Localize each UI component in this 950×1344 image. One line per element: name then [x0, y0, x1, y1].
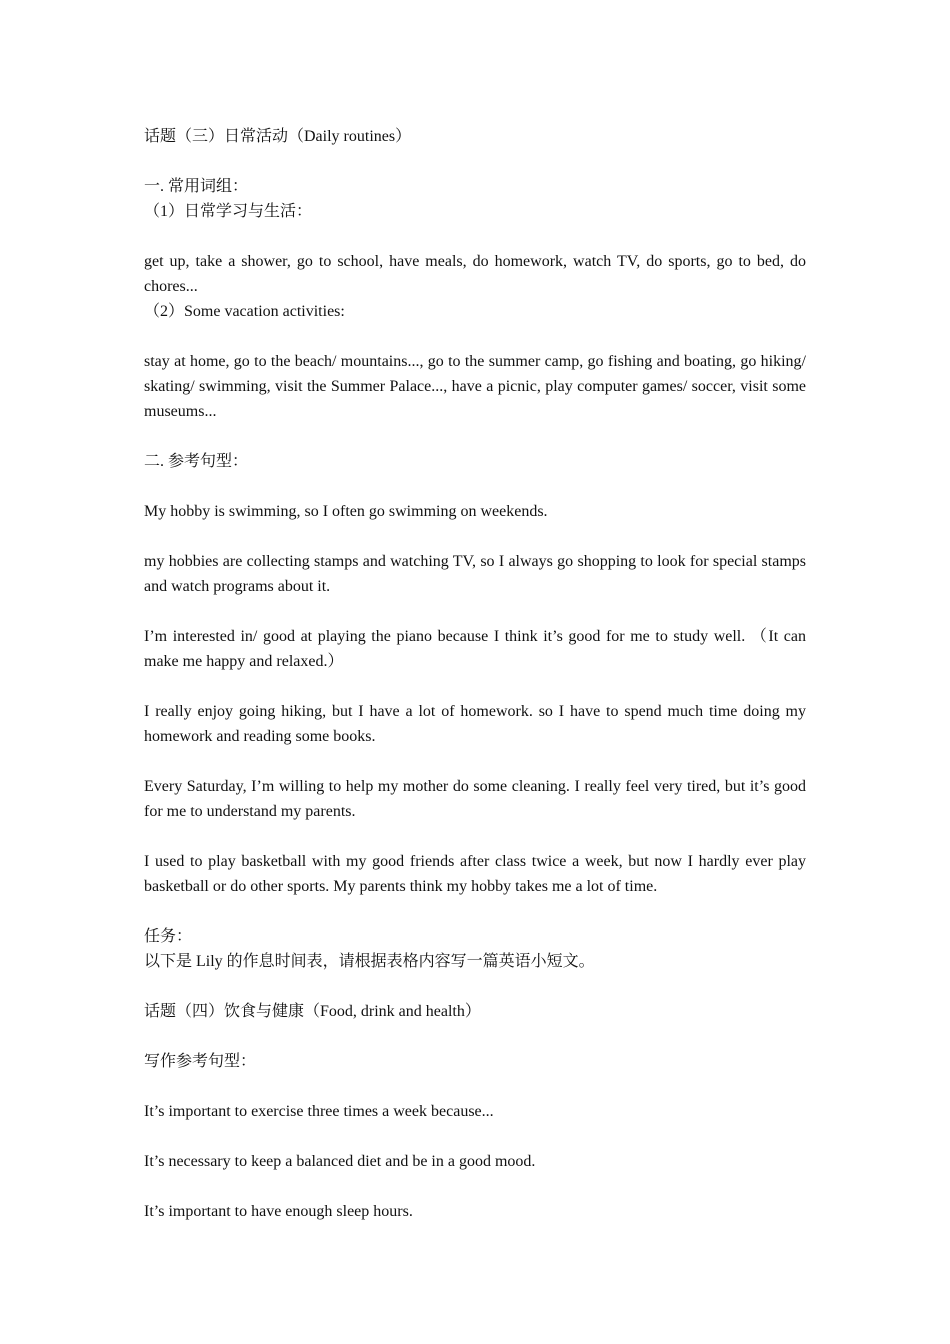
spacer: [144, 824, 806, 849]
spacer: [144, 1174, 806, 1199]
spacer: [144, 674, 806, 699]
topic4-title: 话题（四）饮食与健康（Food, drink and health）: [144, 1003, 481, 1020]
writing-sentence: It’s important to exercise three times a week because...: [144, 1103, 494, 1120]
section1-heading: 一. 常用词组：: [144, 178, 249, 195]
spacer: [144, 149, 806, 174]
section2-heading: 二. 参考句型：: [144, 453, 249, 470]
writing-sentence: It’s necessary to keep a balanced diet and be in a good mood.: [144, 1153, 536, 1170]
reference-sentence: My hobby is swimming, so I often go swimming on weekends.: [144, 503, 548, 520]
reference-sentence: my hobbies are collecting stamps and watching TV, so I always go shopping to look for special stamps and watch programs about it.: [144, 553, 806, 595]
sub2-heading: （2）Some vacation activities:: [144, 303, 345, 320]
document-body: [144, 124, 806, 1224]
reference-sentence: I used to play basketball with my good friends after class twice a week, but now I hardly ever play basketball or do other sports. My parents think my hobby takes me a lot of time.: [144, 853, 806, 895]
writing-reference-heading: 写作参考句型：: [144, 1053, 257, 1070]
spacer: [144, 1074, 806, 1099]
task-text: 以下是 Lily 的作息时间表，请根据表格内容写一篇英语小短文。: [144, 953, 595, 970]
spacer: [144, 599, 806, 624]
spacer: [144, 474, 806, 499]
reference-sentence: I’m interested in/ good at playing the piano because I think it’s good for me to study well. （It can make me happy and relaxed.）: [144, 628, 806, 670]
reference-sentence: I really enjoy going hiking, but I have a lot of homework. so I have to spend much time doing my homework and reading some books.: [144, 703, 806, 745]
spacer: [144, 974, 806, 999]
spacer: [144, 1024, 806, 1049]
writing-sentence: It’s important to have enough sleep hours.: [144, 1203, 413, 1220]
spacer: [144, 899, 806, 924]
spacer: [144, 424, 806, 449]
spacer: [144, 524, 806, 549]
sub1-text: get up, take a shower, go to school, have meals, do homework, watch TV, do sports, go to bed, do chores...: [144, 253, 806, 295]
reference-sentence: Every Saturday, I’m willing to help my mother do some cleaning. I really feel very tired, but it’s good for me to understand my parents.: [144, 778, 806, 820]
sub2-text: stay at home, go to the beach/ mountains..., go to the summer camp, go fishing and boating, go hiking/ skating/ swimming, visit the Summer Palace..., have a picnic, play computer games/ soccer, visit some museums...: [144, 353, 806, 420]
spacer: [144, 1124, 806, 1149]
spacer: [144, 224, 806, 249]
spacer: [144, 324, 806, 349]
topic3-title: 话题（三）日常活动（Daily routines）: [144, 128, 412, 145]
sub1-heading: （1）日常学习与生活：: [144, 203, 313, 220]
task-heading: 任务：: [144, 928, 193, 945]
spacer: [144, 749, 806, 774]
